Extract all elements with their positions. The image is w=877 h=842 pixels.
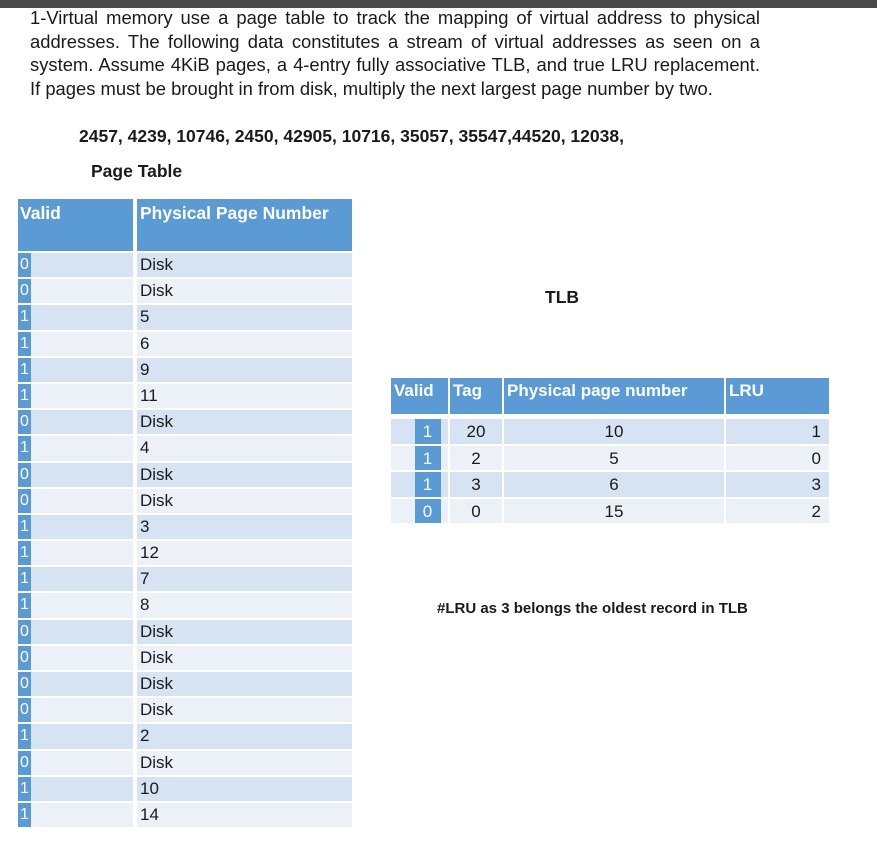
valid-cell-fill bbox=[31, 463, 133, 487]
tlb-valid-cell bbox=[391, 472, 448, 497]
valid-cell-fill bbox=[31, 646, 133, 670]
valid-cell-fill bbox=[31, 384, 133, 408]
physical-page-number: 11 bbox=[137, 384, 352, 408]
valid-bit: 1 bbox=[18, 724, 31, 748]
valid-bit: 0 bbox=[18, 620, 31, 644]
tlb-lru: 0 bbox=[726, 446, 829, 471]
physical-page-number: Disk bbox=[137, 620, 352, 644]
page-table-row bbox=[18, 279, 352, 303]
page-table-row bbox=[18, 253, 352, 277]
tlb-tag: 0 bbox=[450, 499, 502, 524]
valid-cell-fill bbox=[31, 279, 133, 303]
tlb-lru: 3 bbox=[726, 472, 829, 497]
page-table-row bbox=[18, 646, 352, 670]
physical-page-number: 2 bbox=[137, 724, 352, 748]
tlb-tag-header: Tag bbox=[450, 378, 502, 414]
valid-cell-fill bbox=[31, 567, 133, 591]
page-table-row bbox=[18, 803, 352, 827]
valid-cell-fill bbox=[31, 672, 133, 696]
valid-cell-fill bbox=[31, 751, 133, 775]
tlb-row bbox=[391, 472, 831, 497]
physical-page-number: 8 bbox=[137, 593, 352, 617]
page-table-row bbox=[18, 620, 352, 644]
physical-page-number: 14 bbox=[137, 803, 352, 827]
valid-cell-fill bbox=[31, 803, 133, 827]
valid-bit: 1 bbox=[18, 332, 31, 356]
tlb-body bbox=[391, 419, 831, 523]
valid-header: Valid bbox=[18, 199, 133, 251]
valid-bit: 1 bbox=[18, 305, 31, 329]
tlb-row bbox=[391, 446, 831, 471]
valid-bit: 0 bbox=[18, 489, 31, 513]
page-table-row bbox=[18, 358, 352, 382]
valid-bit: 0 bbox=[18, 646, 31, 670]
tlb-tag: 2 bbox=[450, 446, 502, 471]
page-table-row bbox=[18, 436, 352, 460]
page-table-row bbox=[18, 541, 352, 565]
valid-cell-fill bbox=[31, 724, 133, 748]
physical-page-number: Disk bbox=[137, 253, 352, 277]
tlb-lru-header: LRU bbox=[726, 378, 829, 414]
valid-bit: 1 bbox=[18, 384, 31, 408]
page-table-row bbox=[18, 724, 352, 748]
page-table-row bbox=[18, 672, 352, 696]
physical-page-number: Disk bbox=[137, 489, 352, 513]
tlb-header bbox=[391, 378, 831, 414]
physical-page-number: Disk bbox=[137, 751, 352, 775]
physical-page-number: Disk bbox=[137, 646, 352, 670]
page-table-row bbox=[18, 515, 352, 539]
physical-page-number: 10 bbox=[137, 777, 352, 801]
valid-bit: 1 bbox=[18, 436, 31, 460]
address-stream: 2457, 4239, 10746, 2450, 42905, 10716, 35057, 35547,44520, 12038, bbox=[79, 126, 624, 146]
page-table bbox=[18, 199, 352, 827]
tlb-tag: 3 bbox=[450, 472, 502, 497]
tlb-ppn: 5 bbox=[504, 446, 724, 471]
valid-cell-fill bbox=[31, 593, 133, 617]
tlb-lru: 2 bbox=[726, 499, 829, 524]
valid-cell-fill bbox=[31, 541, 133, 565]
tlb-tag: 20 bbox=[450, 419, 502, 444]
valid-bit: 0 bbox=[18, 463, 31, 487]
valid-cell-fill bbox=[31, 332, 133, 356]
valid-cell-fill bbox=[31, 698, 133, 722]
physical-page-number: Disk bbox=[137, 279, 352, 303]
page-table-row bbox=[18, 698, 352, 722]
page-table-row bbox=[18, 463, 352, 487]
tlb-table bbox=[391, 378, 831, 523]
tlb-ppn: 6 bbox=[504, 472, 724, 497]
physical-page-number: Disk bbox=[137, 410, 352, 434]
lru-note: #LRU as 3 belongs the oldest record in TLB bbox=[437, 600, 748, 617]
valid-bit: 0 bbox=[18, 672, 31, 696]
page-table-title: Page Table bbox=[91, 161, 183, 181]
tlb-lru: 1 bbox=[726, 419, 829, 444]
valid-bit: 1 bbox=[18, 777, 31, 801]
tlb-valid-bit: 1 bbox=[415, 446, 441, 471]
valid-bit: 0 bbox=[18, 698, 31, 722]
page-table-row bbox=[18, 332, 352, 356]
physical-page-number-header: Physical Page Number bbox=[137, 199, 352, 251]
page-table-body bbox=[18, 253, 352, 827]
physical-page-number: 3 bbox=[137, 515, 352, 539]
valid-cell-fill bbox=[31, 358, 133, 382]
page-table-row bbox=[18, 593, 352, 617]
physical-page-number: Disk bbox=[137, 463, 352, 487]
physical-page-number: 6 bbox=[137, 332, 352, 356]
tlb-valid-bit: 0 bbox=[415, 499, 441, 524]
valid-cell-fill bbox=[31, 253, 133, 277]
tlb-valid-cell bbox=[391, 419, 448, 444]
tlb-title: TLB bbox=[545, 287, 580, 307]
valid-cell-fill bbox=[31, 515, 133, 539]
valid-bit: 0 bbox=[18, 253, 31, 277]
valid-bit: 1 bbox=[18, 515, 31, 539]
valid-cell-fill bbox=[31, 410, 133, 434]
tlb-valid-header: Valid bbox=[391, 378, 448, 414]
physical-page-number: 12 bbox=[137, 541, 352, 565]
valid-bit: 1 bbox=[18, 567, 31, 591]
physical-page-number: Disk bbox=[137, 698, 352, 722]
physical-page-number: Disk bbox=[137, 672, 352, 696]
valid-bit: 0 bbox=[18, 751, 31, 775]
page-table-row bbox=[18, 489, 352, 513]
valid-bit: 1 bbox=[18, 358, 31, 382]
valid-cell-fill bbox=[31, 436, 133, 460]
valid-bit: 0 bbox=[18, 410, 31, 434]
tlb-valid-bit: 1 bbox=[415, 419, 441, 444]
page-table-row bbox=[18, 777, 352, 801]
page-table-row bbox=[18, 567, 352, 591]
valid-bit: 1 bbox=[18, 541, 31, 565]
valid-bit: 1 bbox=[18, 593, 31, 617]
question-text: 1-Virtual memory use a page table to track the mapping of virtual address to physical addresses. The following data constitutes a stream of virtual addresses as seen on a system. Assume 4KiB pages, a 4-entry fully associative TLB, and true LRU replacement. If pages must be brought in from disk, multiply the next largest page number by two. bbox=[30, 7, 760, 99]
valid-cell-fill bbox=[31, 489, 133, 513]
tlb-ppn: 15 bbox=[504, 499, 724, 524]
valid-cell-fill bbox=[31, 620, 133, 644]
tlb-row bbox=[391, 499, 831, 524]
tlb-row bbox=[391, 419, 831, 444]
page-table-header bbox=[18, 199, 352, 251]
page-table-row bbox=[18, 384, 352, 408]
physical-page-number: 9 bbox=[137, 358, 352, 382]
tlb-valid-cell bbox=[391, 499, 448, 524]
valid-cell-fill bbox=[31, 305, 133, 329]
page-table-row bbox=[18, 410, 352, 434]
physical-page-number: 7 bbox=[137, 567, 352, 591]
physical-page-number: 4 bbox=[137, 436, 352, 460]
tlb-ppn-header: Physical page number bbox=[504, 378, 724, 414]
page-table-row bbox=[18, 751, 352, 775]
tlb-valid-bit: 1 bbox=[415, 472, 441, 497]
page-table-row bbox=[18, 305, 352, 329]
physical-page-number: 5 bbox=[137, 305, 352, 329]
valid-bit: 0 bbox=[18, 279, 31, 303]
valid-bit: 1 bbox=[18, 803, 31, 827]
valid-cell-fill bbox=[31, 777, 133, 801]
tlb-valid-cell bbox=[391, 446, 448, 471]
tlb-ppn: 10 bbox=[504, 419, 724, 444]
